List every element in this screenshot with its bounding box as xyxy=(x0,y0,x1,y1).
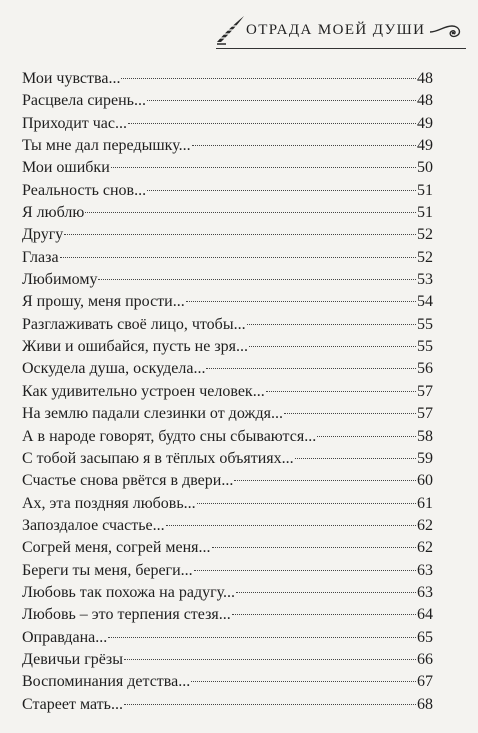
toc-entry xyxy=(22,470,433,492)
toc-entry-page: 62 xyxy=(417,516,433,534)
toc-entry xyxy=(22,515,433,537)
toc-entry-title: Оправдана... xyxy=(22,628,108,646)
toc-entry-page: 62 xyxy=(417,539,433,557)
toc-entry-title: Согрей меня, согрей меня... xyxy=(22,539,211,557)
dot-leader xyxy=(191,681,416,682)
dot-leader xyxy=(147,100,416,101)
toc-entry-title: Запоздалое счастье... xyxy=(22,516,165,534)
toc-entry xyxy=(22,269,433,291)
dot-leader xyxy=(166,525,416,526)
toc-entry-page: 64 xyxy=(417,606,433,624)
toc-entry xyxy=(22,90,433,112)
toc-entry-page: 52 xyxy=(417,226,433,244)
toc-entry xyxy=(22,113,433,135)
toc-entry-title: Мои ошибки xyxy=(22,159,110,177)
toc-entry-page: 54 xyxy=(417,293,433,311)
toc-entry-title: Береги ты меня, береги... xyxy=(22,561,193,579)
toc-entry xyxy=(22,291,433,313)
toc-entry xyxy=(22,671,433,693)
dot-leader xyxy=(317,436,416,437)
toc-entry xyxy=(22,426,433,448)
toc-entry-title: Разглаживать своё лицо, чтобы... xyxy=(22,315,246,333)
dot-leader xyxy=(249,346,416,347)
dot-leader xyxy=(206,368,416,369)
toc-entry-page: 49 xyxy=(417,114,433,132)
toc-entry xyxy=(22,403,433,425)
toc-entry-title: Ах, эта поздняя любовь... xyxy=(22,494,196,512)
toc-entry-title: Расцвела сирень... xyxy=(22,92,146,110)
toc-entry-page: 65 xyxy=(417,628,433,646)
toc-entry-title: Любовь так похожа на радугу... xyxy=(22,583,236,601)
toc-entry-title: Я прошу, меня прости... xyxy=(22,293,185,311)
toc-entry xyxy=(22,604,433,626)
toc-entry-title: Приходит час... xyxy=(22,114,127,132)
table-of-contents xyxy=(22,68,433,716)
toc-entry xyxy=(22,627,433,649)
toc-entry xyxy=(22,381,433,403)
toc-entry-title: А в народе говорят, будто сны сбываются... xyxy=(22,427,317,445)
toc-entry xyxy=(22,537,433,559)
toc-entry-page: 57 xyxy=(417,382,433,400)
toc-entry-page: 59 xyxy=(417,449,433,467)
toc-entry-page: 52 xyxy=(417,248,433,266)
dot-leader xyxy=(234,480,416,481)
toc-entry xyxy=(22,202,433,224)
toc-entry-page: 55 xyxy=(417,338,433,356)
toc-entry xyxy=(22,314,433,336)
toc-entry-page: 66 xyxy=(417,650,433,668)
toc-entry-page: 55 xyxy=(417,315,433,333)
toc-entry xyxy=(22,180,433,202)
toc-entry-title: На землю падали слезинки от дождя... xyxy=(22,405,283,423)
dot-leader xyxy=(186,301,416,302)
dot-leader xyxy=(197,503,416,504)
toc-entry-title: Любовь – это терпения стезя... xyxy=(22,606,231,624)
toc-entry xyxy=(22,694,433,716)
dot-leader xyxy=(111,167,416,168)
toc-entry-title: Как удивительно устроен человек... xyxy=(22,382,265,400)
toc-entry-page: 50 xyxy=(417,159,433,177)
toc-entry-title: Воспоминания детства... xyxy=(22,673,191,691)
toc-entry-page: 68 xyxy=(417,695,433,713)
toc-entry xyxy=(22,247,433,269)
toc-entry-page: 49 xyxy=(417,137,433,155)
toc-entry xyxy=(22,336,433,358)
dot-leader xyxy=(212,547,416,548)
toc-entry xyxy=(22,560,433,582)
toc-entry-page: 60 xyxy=(417,472,433,490)
dot-leader xyxy=(60,257,416,258)
toc-entry xyxy=(22,582,433,604)
toc-entry xyxy=(22,649,433,671)
dot-leader xyxy=(128,123,416,124)
dot-leader xyxy=(284,413,416,414)
dot-leader xyxy=(194,570,416,571)
dot-leader xyxy=(108,637,416,638)
toc-entry-title: Глаза xyxy=(22,248,59,266)
dot-leader xyxy=(124,659,416,660)
dot-leader xyxy=(236,592,416,593)
toc-entry-title: Любимому xyxy=(22,271,98,289)
toc-entry-page: 56 xyxy=(417,360,433,378)
toc-entry xyxy=(22,68,433,90)
toc-entry-title: Я люблю xyxy=(22,204,85,222)
toc-entry-page: 48 xyxy=(417,92,433,110)
dot-leader xyxy=(124,704,416,705)
dot-leader xyxy=(147,190,416,191)
toc-entry-page: 67 xyxy=(417,673,433,691)
toc-entry-page: 58 xyxy=(417,427,433,445)
toc-entry-title: Реальность снов... xyxy=(22,181,147,199)
toc-entry-title: Живи и ошибайся, пусть не зря... xyxy=(22,338,249,356)
toc-entry-title: Ты мне дал передышку... xyxy=(22,137,191,155)
dot-leader xyxy=(192,145,416,146)
toc-entry xyxy=(22,157,433,179)
header-title: ОТРАДА МОЕЙ ДУШИ xyxy=(246,22,426,38)
dot-leader xyxy=(232,614,416,615)
toc-entry-page: 48 xyxy=(417,70,433,87)
toc-entry-page: 63 xyxy=(417,561,433,579)
dot-leader xyxy=(295,458,416,459)
dot-leader xyxy=(64,234,416,235)
running-header xyxy=(216,14,466,46)
toc-entry xyxy=(22,493,433,515)
toc-entry-title: Девичьи грёзы xyxy=(22,650,123,668)
toc-entry-title: Оскудела душа, оскудела... xyxy=(22,360,206,378)
header-rule xyxy=(216,48,466,49)
dot-leader xyxy=(85,212,416,213)
dot-leader xyxy=(247,324,416,325)
swirl-ornament-icon xyxy=(428,22,466,42)
quill-pen-icon xyxy=(216,12,246,46)
toc-entry xyxy=(22,135,433,157)
toc-entry-title: Стареет мать... xyxy=(22,695,123,713)
toc-entry xyxy=(22,224,433,246)
toc-entry-title: Другу xyxy=(22,226,64,244)
toc-entry-title: Счастье снова рвётся в двери... xyxy=(22,472,234,490)
toc-entry-page: 53 xyxy=(417,271,433,289)
toc-entry-page: 51 xyxy=(417,181,433,199)
toc-entry-title: Мои чувства... xyxy=(22,70,121,87)
dot-leader xyxy=(98,279,416,280)
toc-entry xyxy=(22,358,433,380)
toc-entry-page: 63 xyxy=(417,583,433,601)
toc-entry-page: 57 xyxy=(417,405,433,423)
toc-entry-page: 61 xyxy=(417,494,433,512)
toc-entry-page: 51 xyxy=(417,204,433,222)
toc-entry xyxy=(22,448,433,470)
dot-leader xyxy=(121,78,416,79)
dot-leader xyxy=(266,391,416,392)
toc-entry-title: С тобой засыпаю я в тёплых объятиях... xyxy=(22,449,294,467)
